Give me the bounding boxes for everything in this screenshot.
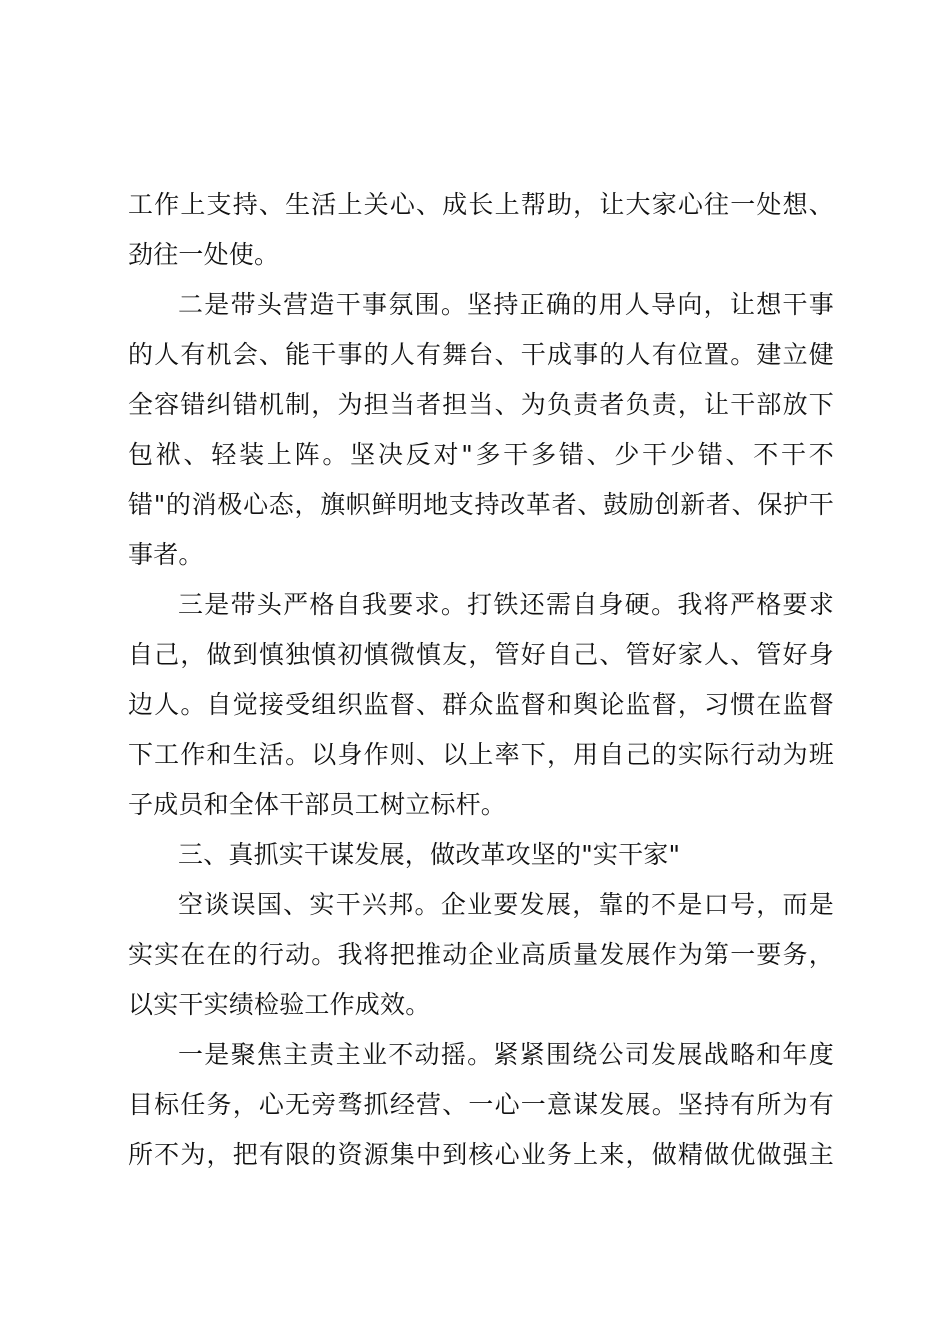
text-line: 错"的消极心态，旗帜鲜明地支持改革者、鼓励创新者、保护干 [128, 490, 834, 519]
text-line: 事者。 [128, 540, 204, 569]
text-line: 的人有机会、能干事的人有舞台、干成事的人有位置。建立健 [128, 340, 834, 369]
text-line: 下工作和生活。以身作则、以上率下，用自己的实际行动为班 [128, 740, 834, 769]
text-line: 全容错纠错机制，为担当者担当、为负责者负责，让干部放下 [128, 390, 834, 419]
paragraph-start-line: 二是带头营造干事氛围。坚持正确的用人导向，让想干事 [178, 290, 834, 319]
text-line: 所不为，把有限的资源集中到核心业务上来，做精做优做强主 [128, 1140, 834, 1169]
text-line: 目标任务，心无旁骛抓经营、一心一意谋发展。坚持有所为有 [128, 1090, 834, 1119]
text-line: 以实干实绩检验工作成效。 [128, 990, 431, 1019]
text-line: 工作上支持、生活上关心、成长上帮助，让大家心往一处想、 [128, 190, 834, 219]
paragraph-start-line: 空谈误国、实干兴邦。企业要发展，靠的不是口号，而是 [178, 890, 834, 919]
text-line: 子成员和全体干部员工树立标杆。 [128, 790, 507, 819]
paragraph-start-line: 一是聚焦主责主业不动摇。紧紧围绕公司发展战略和年度 [178, 1040, 834, 1069]
text-line: 实实在在的行动。我将把推动企业高质量发展作为第一要务， [128, 940, 834, 969]
text-line: 边人。自觉接受组织监督、群众监督和舆论监督，习惯在监督 [128, 690, 834, 719]
text-line: 劲往一处使。 [128, 240, 280, 269]
document-body [128, 180, 834, 1180]
section-heading: 三、真抓实干谋发展，做改革攻坚的"实干家" [178, 840, 681, 869]
paragraph-start-line: 三是带头严格自我要求。打铁还需自身硬。我将严格要求 [178, 590, 834, 619]
text-line: 包袱、轻装上阵。坚决反对"多干多错、少干少错、不干不 [128, 440, 834, 469]
text-line: 自己，做到慎独慎初慎微慎友，管好自己、管好家人、管好身 [128, 640, 834, 669]
